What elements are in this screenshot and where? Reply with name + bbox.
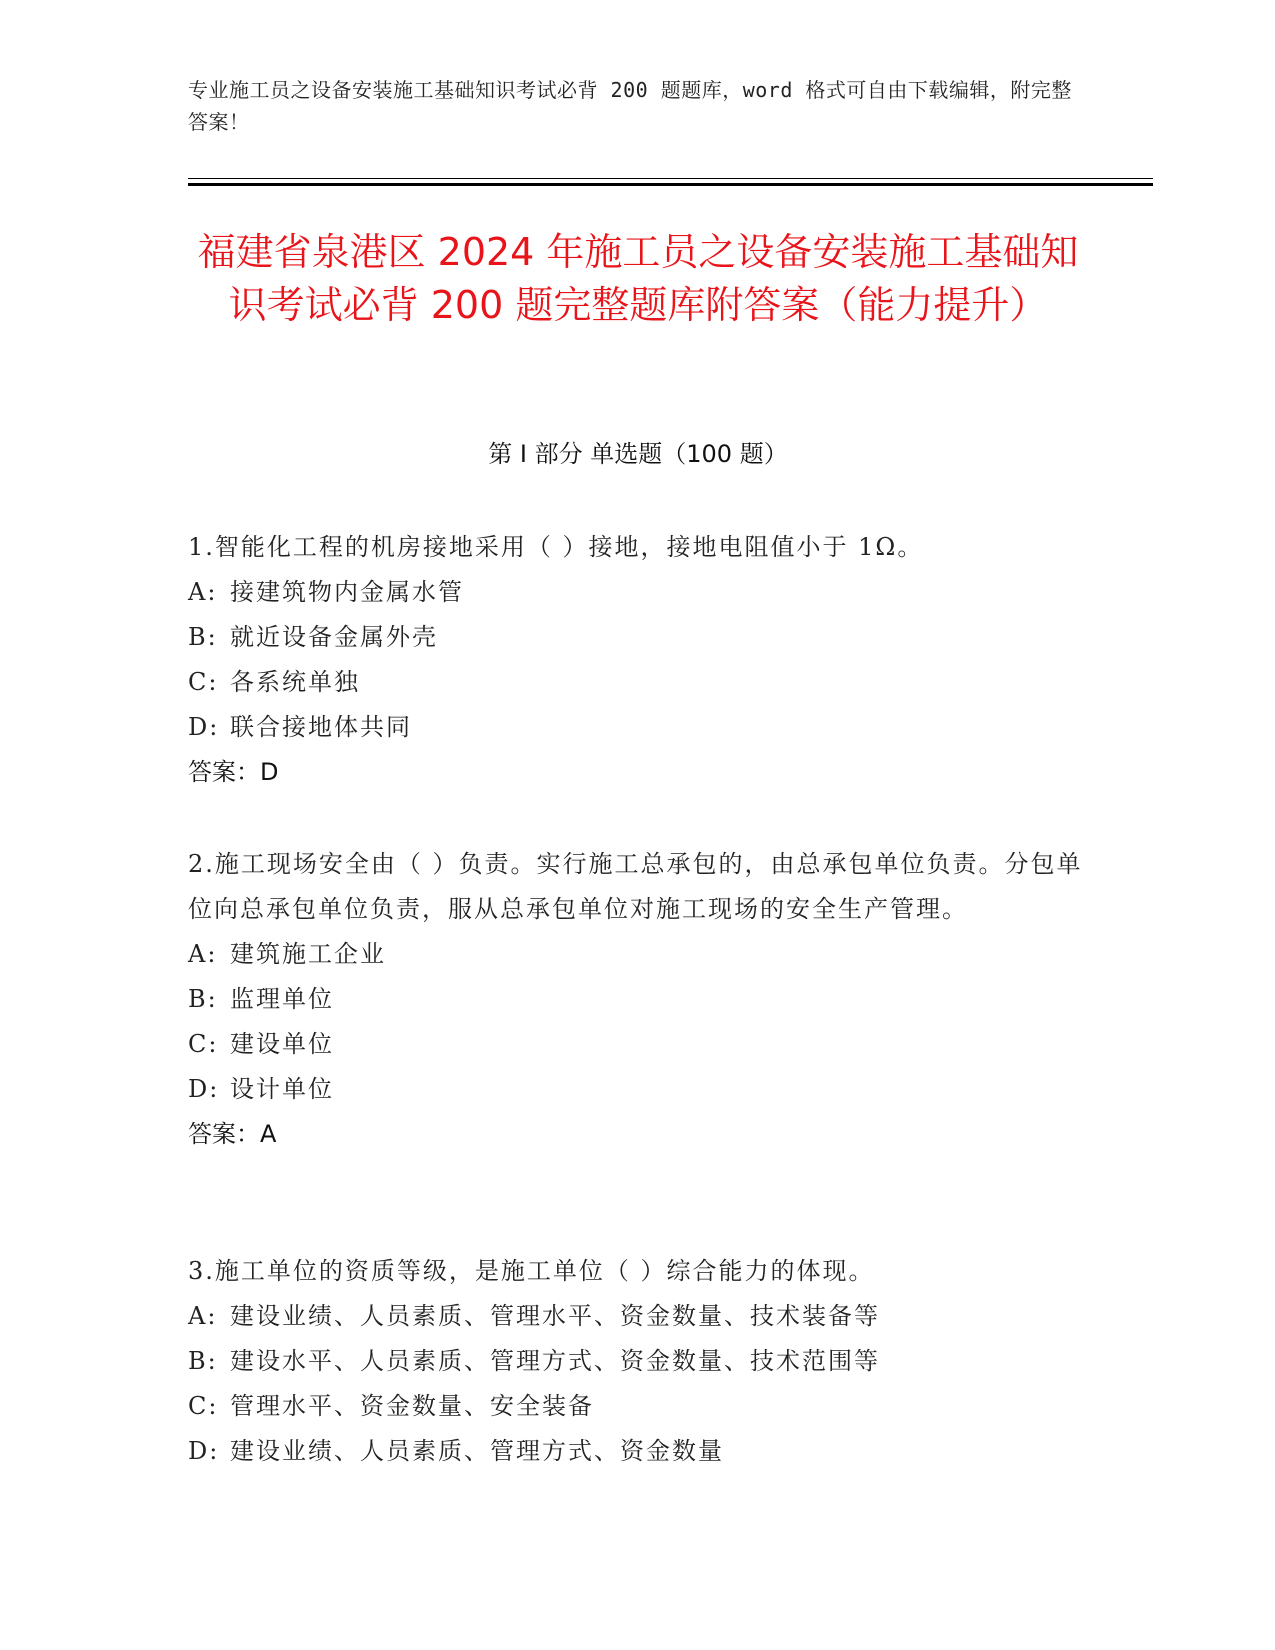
- option-text: 建设单位: [230, 1030, 334, 1058]
- section-heading: 第 I 部分 单选题（100 题）: [488, 440, 788, 468]
- option-key: B:: [188, 623, 218, 651]
- option-c: [188, 1022, 1088, 1067]
- option-text: 建设业绩、人员素质、管理水平、资金数量、技术装备等: [230, 1302, 880, 1330]
- option-key: D:: [188, 713, 220, 741]
- option-key: C:: [188, 668, 219, 696]
- question-stem: 3.施工单位的资质等级，是施工单位（ ）综合能力的体现。: [188, 1257, 875, 1285]
- option-key: A:: [188, 578, 218, 606]
- option-key: C:: [188, 1030, 219, 1058]
- question-stem: 2.施工现场安全由（ ）负责。实行施工总承包的，由总承包单位负责。分包单位向总承包单位负责，服从总承包单位对施工现场的安全生产管理。: [188, 850, 1083, 923]
- option-text: 联合接地体共同: [230, 713, 412, 741]
- answer-line: 答案：A: [188, 1120, 277, 1148]
- option-d: [188, 705, 1088, 750]
- option-a: [188, 932, 1088, 977]
- header-note: 专业施工员之设备安装施工基础知识考试必背 200 题题库，word 格式可自由下载编辑，附完整答案！: [188, 78, 1072, 134]
- option-a: [188, 570, 1088, 615]
- option-text: 管理水平、资金数量、安全装备: [230, 1392, 594, 1420]
- option-text: 建筑施工企业: [230, 940, 386, 968]
- question-1: [188, 525, 1088, 795]
- option-text: 各系统单独: [230, 668, 360, 696]
- answer-line: 答案：D: [188, 758, 279, 786]
- header-divider-thick: [188, 183, 1153, 186]
- option-key: D:: [188, 1437, 220, 1465]
- option-b: [188, 615, 1088, 660]
- option-key: C:: [188, 1392, 219, 1420]
- option-text: 建设业绩、人员素质、管理方式、资金数量: [230, 1437, 724, 1465]
- option-text: 建设水平、人员素质、管理方式、资金数量、技术范围等: [230, 1347, 880, 1375]
- option-d: [188, 1429, 1088, 1474]
- option-b: [188, 1339, 1088, 1384]
- option-c: [188, 1384, 1088, 1429]
- option-b: [188, 977, 1088, 1022]
- option-key: A:: [188, 940, 218, 968]
- question-stem: 1.智能化工程的机房接地采用（ ）接地，接地电阻值小于 1Ω。: [188, 533, 924, 561]
- option-key: B:: [188, 1347, 218, 1375]
- option-a: [188, 1294, 1088, 1339]
- document-title: 福建省泉港区 2024 年施工员之设备安装施工基础知识考试必背 200 题完整题库附答案（能力提升）: [197, 230, 1079, 327]
- option-c: [188, 660, 1088, 705]
- option-text: 接建筑物内金属水管: [230, 578, 464, 606]
- question-3: [188, 1249, 1088, 1474]
- option-key: B:: [188, 985, 218, 1013]
- option-text: 监理单位: [230, 985, 334, 1013]
- option-key: D:: [188, 1075, 220, 1103]
- header-divider-thin: [188, 178, 1153, 179]
- option-d: [188, 1067, 1088, 1112]
- option-text: 就近设备金属外壳: [230, 623, 438, 651]
- option-text: 设计单位: [230, 1075, 334, 1103]
- question-2: [188, 842, 1088, 1157]
- option-key: A:: [188, 1302, 218, 1330]
